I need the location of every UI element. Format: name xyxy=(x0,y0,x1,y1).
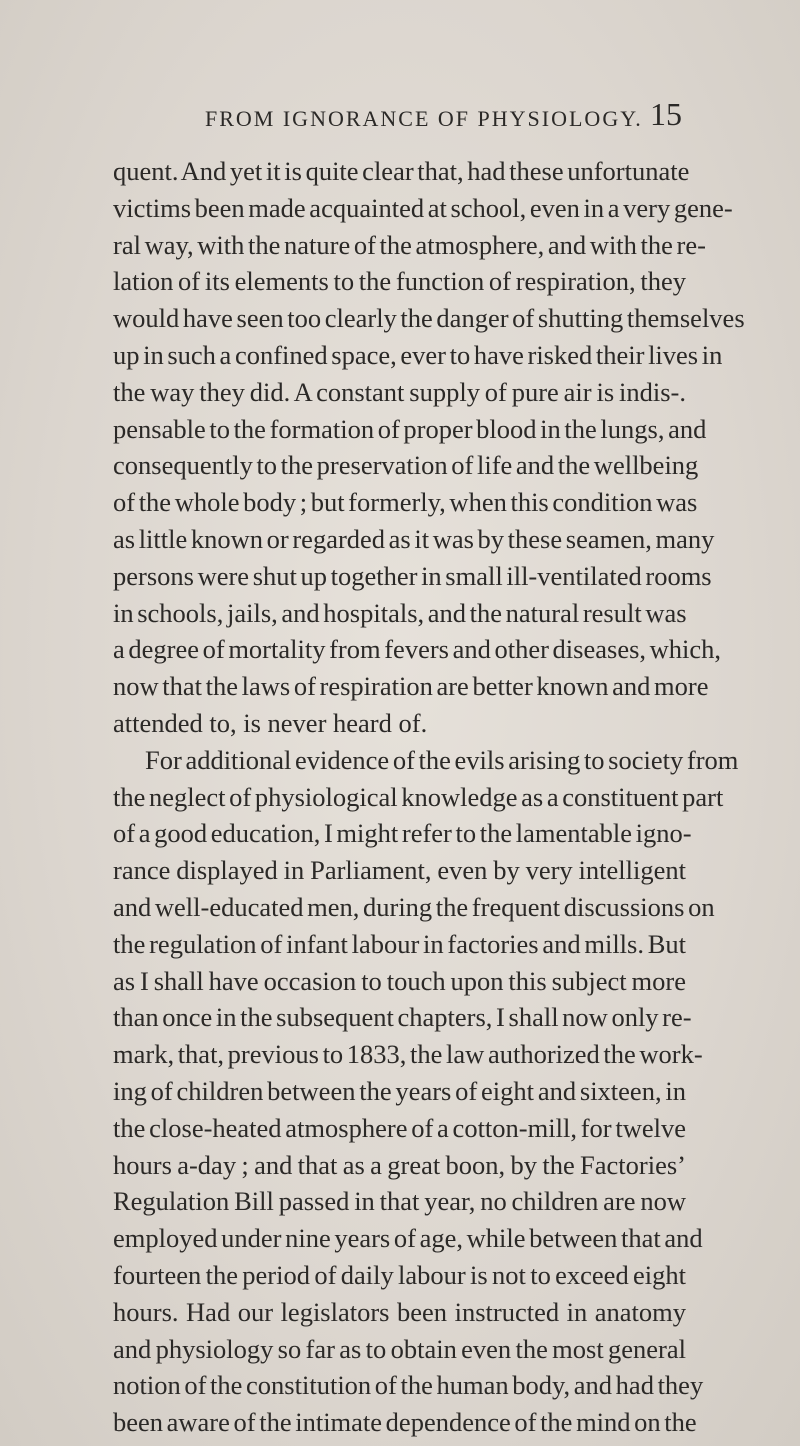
text-line: and well-educated men, during the frequent discussions on xyxy=(113,892,715,922)
running-head xyxy=(0,96,800,136)
text-line: consequently to the preservation of life and the wellbeing xyxy=(113,450,699,481)
text-line: a degree of mortality from fevers and other diseases, which, xyxy=(113,634,722,665)
text-line: the close-heated atmosphere of a cotton-mill, for twelve xyxy=(113,1112,686,1143)
text-line: employed under nine years of age, while between that and xyxy=(113,1223,703,1254)
text-line: as little known or regarded as it was by these seamen, many xyxy=(113,524,715,554)
text-line: of a good education, I might refer to the lamentable igno- xyxy=(113,818,692,849)
text-line: mark, that, previous to 1833, the law authorized the work- xyxy=(113,1039,703,1070)
text-line: up in such a confined space, ever to have risked their lives in xyxy=(113,340,723,370)
text-line: pensable to the formation of proper blood in the lungs, and xyxy=(113,413,707,444)
text-line: ral way, with the nature of the atmosphere, and with the re- xyxy=(113,229,706,260)
text-line: the regulation of infant labour in factories and mills. But xyxy=(113,928,686,959)
text-line: ing of children between the years of eight and sixteen, in xyxy=(113,1076,686,1106)
text-line: victims been made acquainted at school, even in a very gene- xyxy=(113,192,733,223)
text-line: and physiology so far as to obtain even the most general xyxy=(113,1333,686,1364)
text-line: of the whole body ; but formerly, when this condition was xyxy=(113,487,698,518)
text-line: than once in the subsequent chapters, I shall now only re- xyxy=(113,1002,692,1033)
text-line: the way they did. A constant supply of pure air is indis-. xyxy=(113,376,686,407)
text-line: persons were shut up together in small ill-ventilated rooms xyxy=(113,560,712,591)
text-line: fourteen the period of daily labour is not to exceed eight xyxy=(113,1260,686,1290)
text-line: lation of its elements to the function of respiration, they xyxy=(113,266,686,297)
text-line: hours a-day ; and that as a great boon, by the Factories’ xyxy=(113,1149,686,1180)
page-number: 15 xyxy=(650,96,682,132)
text-line: rance displayed in Parliament, even by very intelligent xyxy=(113,855,686,886)
text-line: in schools, jails, and hospitals, and the natural result was xyxy=(113,597,687,628)
text-line: the neglect of physiological knowledge as a constituent part xyxy=(113,781,724,812)
text-line: now that the laws of respiration are better known and more xyxy=(113,671,709,702)
text-line: hours. Had our legislators been instructed in anatomy xyxy=(113,1296,686,1327)
text-line: as I shall have occasion to touch upon this subject more xyxy=(113,965,686,996)
text-line-indented: For additional evidence of the evils arising to society from xyxy=(145,744,739,775)
text-line: notion of the constitution of the human body, and had they xyxy=(113,1370,704,1401)
text-line: would have seen too clearly the danger of shutting themselves xyxy=(113,303,745,334)
text-line-last: attended to, is never heard of. xyxy=(113,708,428,738)
running-title: FROM IGNORANCE OF PHYSIOLOGY. xyxy=(205,106,643,131)
text-line: Regulation Bill passed in that year, no children are now xyxy=(113,1186,686,1217)
text-line: been aware of the intimate dependence of the mind on the xyxy=(113,1407,697,1438)
text-line: quent. And yet it is quite clear that, had these unfortunate xyxy=(113,156,690,186)
